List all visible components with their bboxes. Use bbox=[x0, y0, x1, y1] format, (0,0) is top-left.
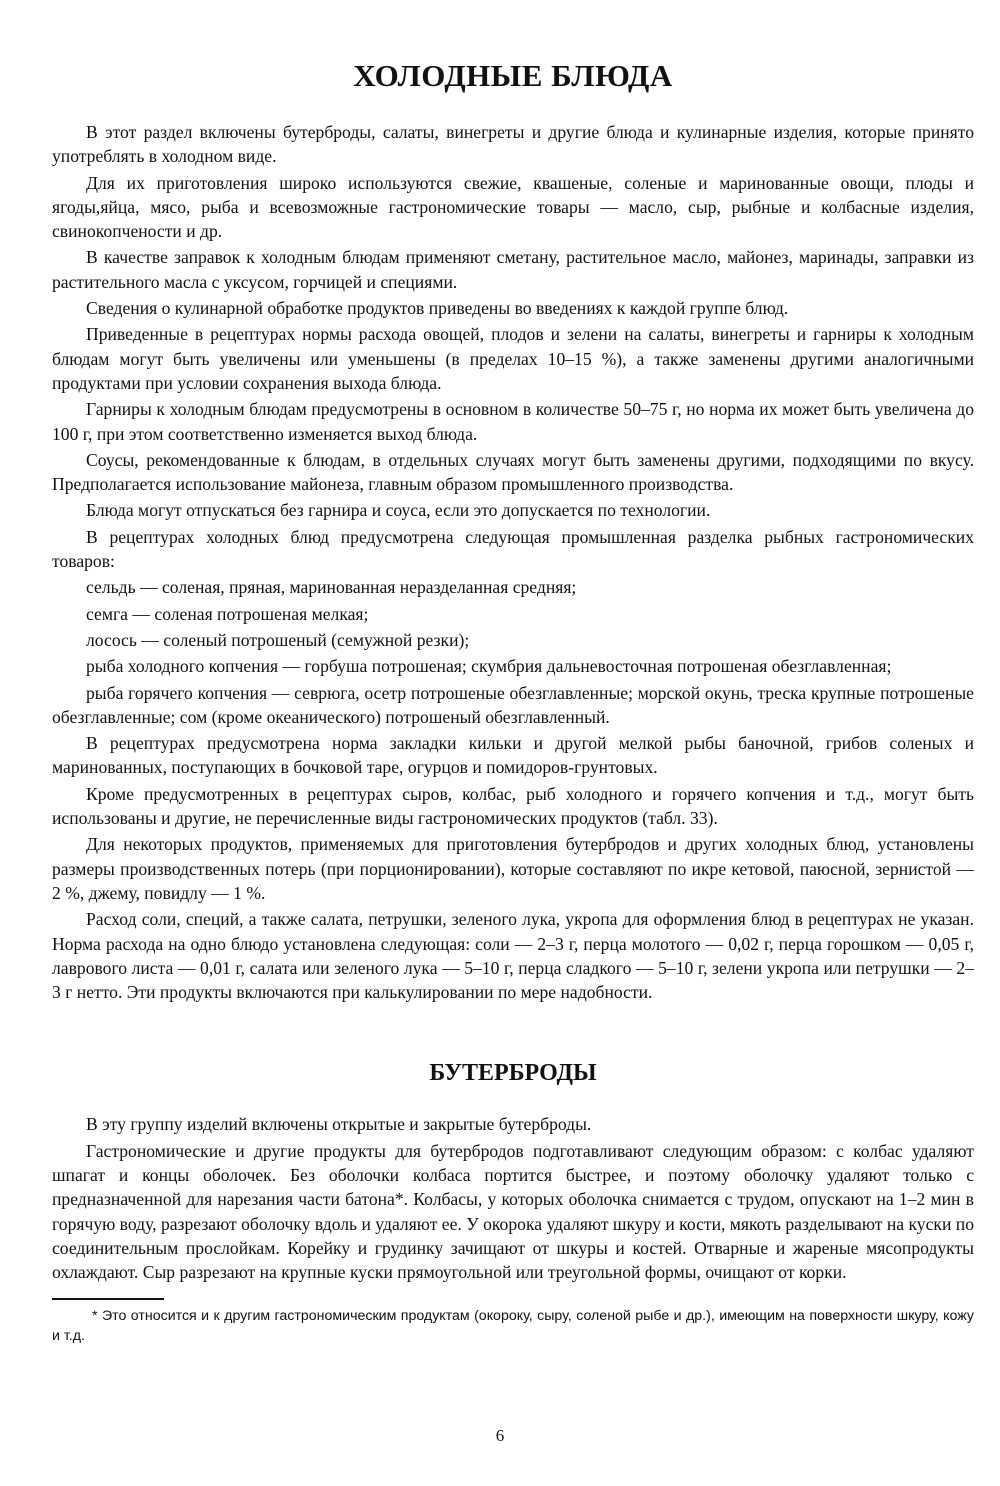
list-item: лосось — соленый потрошеный (семужной резки); bbox=[86, 629, 470, 650]
paragraph: Для некоторых продуктов, применяемых для приготовления бутербродов и других холодных блюд, установлены размеры производственных потерь (при порционировании), которые составляют по икре кетовой, паюсной, зернистой — 2 %, джему, повидлу — 1 %. bbox=[52, 834, 974, 903]
paragraph: Блюда могут отпускаться без гарнира и соуса, если это допускается по технологии. bbox=[86, 500, 711, 521]
intro-section bbox=[52, 120, 974, 1004]
list-item: сельдь — соленая, пряная, маринованная неразделанная средняя; bbox=[86, 577, 577, 598]
paragraph: Соусы, рекомендованные к блюдам, в отдельных случаях могут быть заменены другими, подходящими по вкусу. Предполагается использование майонеза, главным образом промышленного производства. bbox=[52, 449, 974, 495]
sandwich-section bbox=[52, 1112, 974, 1284]
paragraph: Расход соли, специй, а также салата, петрушки, зеленого лука, укропа для оформления блюд в рецептурах не указан. Норма расхода на одно блюдо установлена следующая: соли — 2–3 г, перца молотого — 0,02 г, перца горошком — 0,05 г, лаврового листа — 0,01 г, салата или зеленого лука — 5–10 г, перца сладкого — 5–10 г, зелени укропа или петрушки — 2–3 г нетто. Эти продукты включаются при калькулировании по мере надобности. bbox=[52, 909, 974, 1003]
paragraph: Гастрономические и другие продукты для бутербродов подготавливают следующим образом: с колбас удаляют шпагат и концы оболочек. Без оболочки колбаса портится быстрее, и поэтому оболочку удаляют только с предназначенной для нарезания части батона*. Колбасы, у которых оболочка снимается с трудом, опускают на 1–2 мин в горячую воду, разрезают оболочку вдоль и удаляют ее. У окорока удаляют шкуру и кости, мякоть разделывают на куски по соединительным прослойкам. Корейку и грудинку зачищают от шкуры и костей. Отварные и жареные мясопродукты охлаждают. Сыр разрезают на крупные куски прямоугольной или треугольной формы, очищают от корки. bbox=[52, 1140, 974, 1283]
footnote: * Это относится и к другим гастрономическим продуктам (окороку, сыру, соленой рыбе и др.), имеющим на поверхности шкуру, кожу и т.д. bbox=[52, 1308, 974, 1345]
paragraph: В рецептурах холодных блюд предусмотрена следующая промышленная разделка рыбных гастрономических товаров: bbox=[52, 526, 974, 572]
paragraph: В рецептурах предусмотрена норма закладки кильки и другой мелкой рыбы баночной, грибов соленых и маринованных, поступающих в бочковой таре, огурцов и помидоров-грунтовых. bbox=[52, 733, 974, 778]
paragraph: Приведенные в рецептурах нормы расхода овощей, плодов и зелени на салаты, винегреты и гарниры к холодным блюдам могут быть увеличены или уменьшены (в пределах 10–15 %), а также заменены другими аналогичными продуктами при условии сохранения выхода блюда. bbox=[52, 324, 974, 393]
paragraph: Для их приготовления широко используются свежие, квашеные, соленые и маринованные овощи, плоды и ягоды,яйца, мясо, рыба и всевозможные гастрономические товары — масло, сыр, рыбные и колбасные изделия, свинокопчености и др. bbox=[52, 172, 974, 242]
paragraph: Кроме предусмотренных в рецептурах сыров, колбас, рыб холодного и горячего копчения и т.д., могут быть использованы и другие, не перечисленные виды гастрономических продуктов (табл. 33). bbox=[52, 783, 974, 829]
list-item: рыба горячего копчения — севрюга, осетр потрошеные обезглавленные; морской окунь, треска крупные потрошеные обезглавленные; сом (кроме океанического) потрошеный обезглавленный. bbox=[52, 682, 974, 727]
list-item: рыба холодного копчения — горбуша потрошеная; скумбрия дальневосточная потрошеная обезглавленная; bbox=[86, 656, 892, 677]
paragraph: В качестве заправок к холодным блюдам применяют сметану, растительное масло, майонез, маринады, заправки из растительного масла с уксусом, горчицей и специями. bbox=[52, 247, 974, 292]
section-title: БУТЕРБРОДЫ bbox=[429, 1060, 597, 1087]
page-title: ХОЛОДНЫЕ БЛЮДА bbox=[353, 58, 673, 93]
paragraph: Сведения о кулинарной обработке продуктов приведены во введениях к каждой группе блюд. bbox=[86, 298, 789, 319]
page-number: 6 bbox=[495, 1426, 505, 1445]
paragraph: Гарниры к холодным блюдам предусмотрены в основном в количестве 50–75 г, но норма их может быть увеличена до 100 г, при этом соответственно изменяется выход блюда. bbox=[52, 399, 974, 444]
footnote-divider bbox=[52, 1298, 164, 1300]
list-item: семга — соленая потрошеная мелкая; bbox=[86, 603, 369, 624]
paragraph: В этот раздел включены бутерброды, салаты, винегреты и другие блюда и кулинарные изделия, которые принято употреблять в холодном виде. bbox=[52, 122, 974, 167]
paragraph: В эту группу изделий включены открытые и закрытые бутерброды. bbox=[86, 1114, 592, 1135]
